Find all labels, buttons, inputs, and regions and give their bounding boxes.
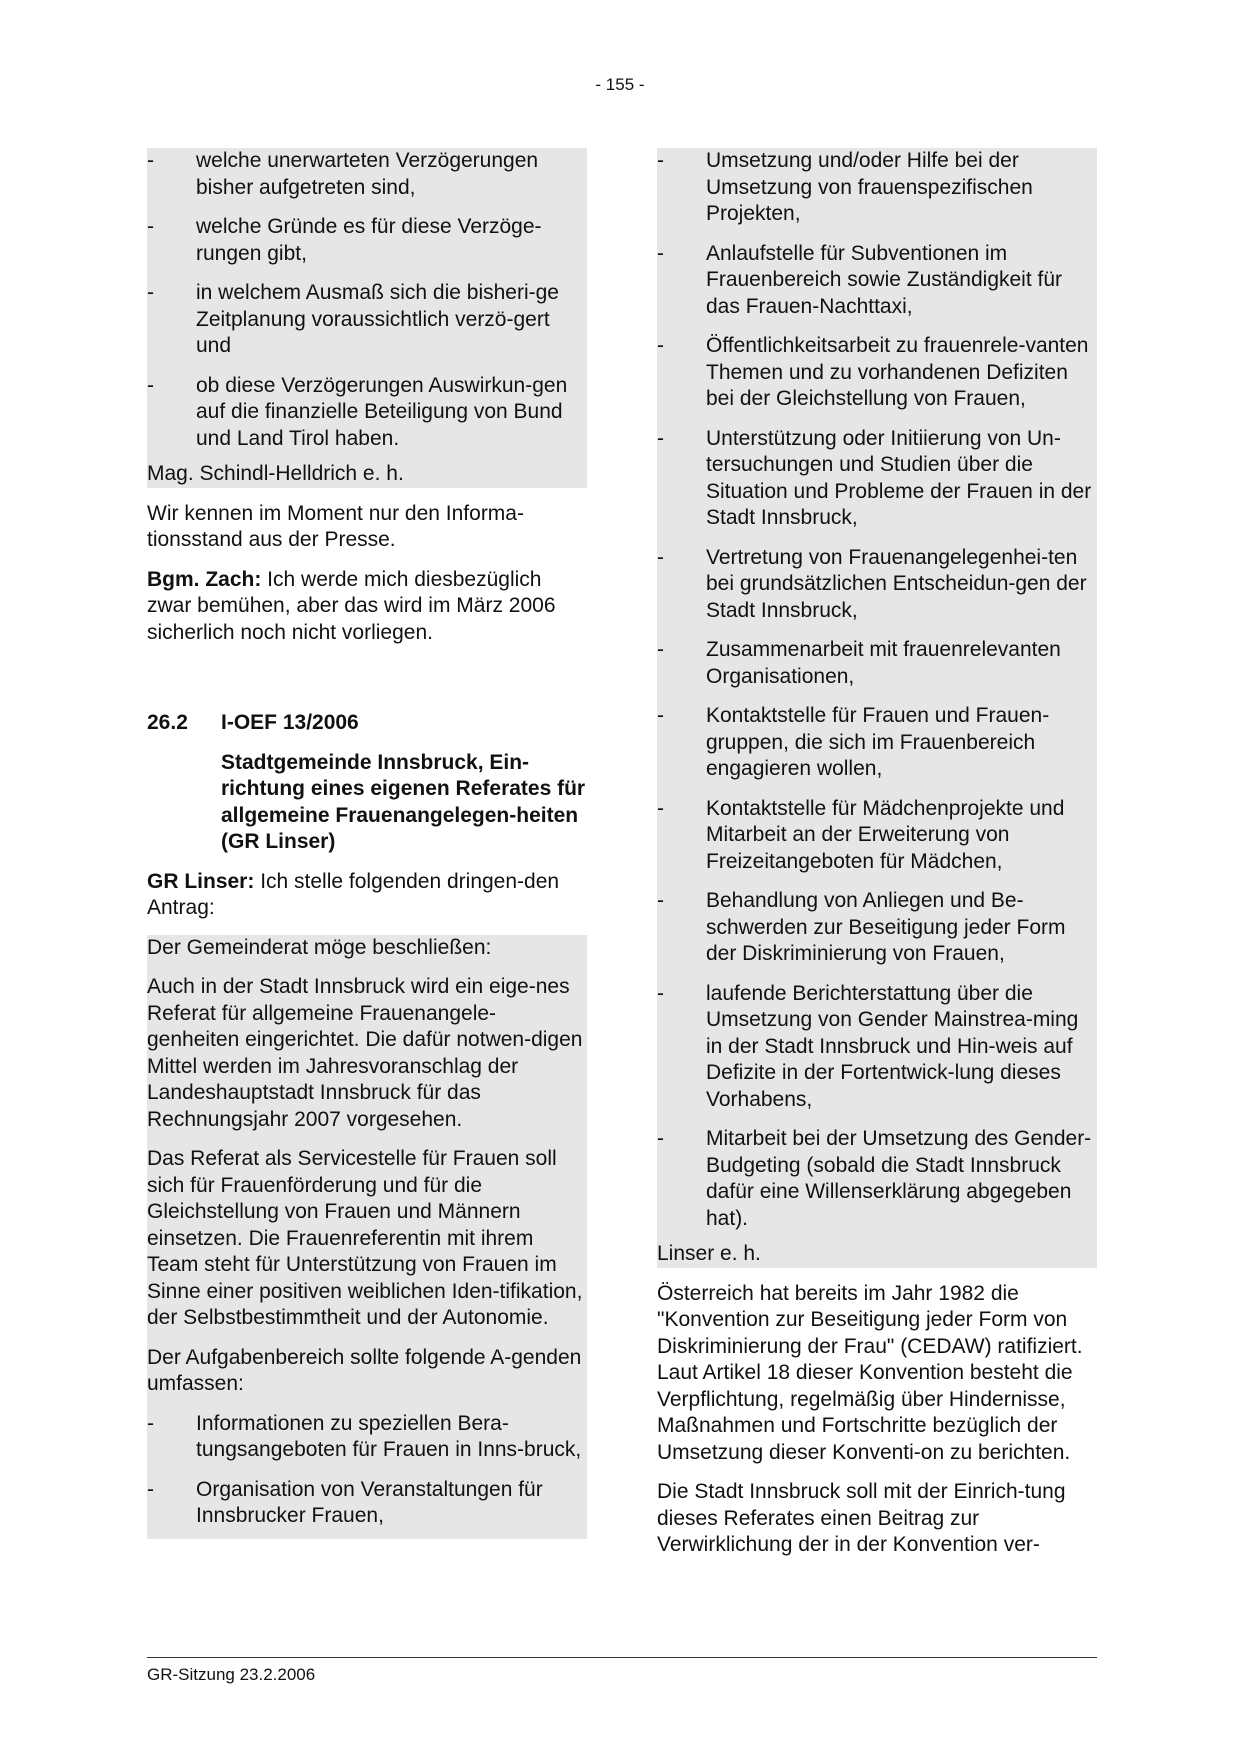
speaker-text: Ich werde mich diesbezüglich zwar bemühen, aber das wird im März 2006 sicherlich noch nicht vorliegen. (147, 567, 556, 644)
list-item: - Unterstützung oder Initiierung von Un-tersuchungen und Studien über die Situation und Probleme der Frauen in der Stadt Innsbruck, (657, 426, 1097, 532)
section-ref: I-OEF 13/2006 (221, 711, 359, 734)
speaker-text: Ich stelle folgenden dringen-den Antrag: (147, 869, 560, 919)
list-item: - Vertretung von Frauenangelegenhei-ten bei grundsätzlichen Entscheidun-gen der Stadt Innsbruck, (657, 545, 1097, 625)
left-column (147, 148, 587, 1539)
list-item: - Mitarbeit bei der Umsetzung des Gender-Budgeting (sobald die Stadt Innsbruck dafür eine Willenserklärung abgegeben hat). (657, 1126, 1097, 1241)
footer-rule (147, 1657, 1097, 1658)
list-item: - ob diese Verzögerungen Auswirkun-gen auf die finanzielle Beteiligung von Bund und Land Tirol haben. (147, 373, 587, 462)
page-number: - 155 - (595, 75, 645, 94)
list-item: - welche unerwarteten Verzögerungen bisher aufgetreten sind, (147, 148, 587, 201)
list-item: - Kontaktstelle für Frauen und Frauen-gruppen, die sich im Frauenbereich engagieren wollen, (657, 703, 1097, 783)
tasks-list (147, 1411, 587, 1539)
list-item: - Behandlung von Anliegen und Be-schwerden zur Beseitigung jeder Form der Diskriminierung von Frauen, (657, 888, 1097, 968)
speaker-name: Bgm. Zach: (147, 567, 262, 591)
list-item: - welche Gründe es für diese Verzöge-rungen gibt, (147, 214, 587, 267)
section-subject: Stadtgemeinde Innsbruck, Ein-richtung eines eigenen Referates für allgemeine Frauenangelegen-heiten (GR Linser) (221, 750, 586, 853)
paragraph: Die Stadt Innsbruck soll mit der Einrich-tung dieses Referates einen Beitrag zur Verwirklichung der in der Konvention ver- (657, 1480, 1066, 1556)
list-item: - Umsetzung und/oder Hilfe bei der Umsetzung von frauenspezifischen Projekten, (657, 148, 1097, 228)
list-item: - laufende Berichterstattung über die Umsetzung von Gender Mainstrea-ming in der Stadt Innsbruck und Hin-weis auf Defizite in der Fortentwick-lung dieses Vorhabens, (657, 981, 1097, 1114)
list-item: - Informationen zu speziellen Bera-tungsangeboten für Frauen in Inns-bruck, (147, 1411, 587, 1464)
speaker-name: GR Linser: (147, 869, 255, 893)
list-item: - Organisation von Veranstaltungen für Innsbrucker Frauen, (147, 1477, 587, 1539)
motion-paragraph: Das Referat als Servicestelle für Frauen soll sich für Frauenförderung und für die Gleichstellung von Frauen und Männern einsetzen. Die Frauenreferentin mit ihrem Team steht für Unterstützung von Frauen im Sinne einer positiven weiblichen Iden-tifikation, der Selbstbestimmtheit und der Autonomie. (147, 1147, 583, 1329)
signature-schindl-helldrich: Mag. Schindl-Helldrich e. h. (147, 462, 404, 485)
right-column (657, 148, 1097, 1572)
list-item: - Öffentlichkeitsarbeit zu frauenrele-vanten Themen und zu vorhandenen Defiziten bei der Gleichstellung von Frauen, (657, 333, 1097, 413)
section-number: 26.2 (147, 711, 188, 734)
speaker-paragraph (147, 869, 587, 922)
motion-intro: Der Gemeinderat möge beschließen: (147, 935, 492, 959)
list-item: - in welchem Ausmaß sich die bisheri-ge Zeitplanung voraussichtlich verzö-gert und (147, 280, 587, 360)
signature-linser: Linser e. h. (657, 1242, 761, 1265)
list-item: - Anlaufstelle für Subventionen im Frauenbereich sowie Zuständigkeit für das Frauen-Nachttaxi, (657, 241, 1097, 321)
tasks-list (657, 148, 1097, 1241)
paragraph: Wir kennen im Moment nur den Informa-tionsstand aus der Presse. (147, 501, 524, 551)
tasks-block (657, 148, 1097, 1268)
motion-block (147, 935, 587, 1539)
paragraph: Österreich hat bereits im Jahr 1982 die "Konvention zur Beseitigung jeder Form von Diskriminierung der Frau" (CEDAW) ratifiziert. Laut Artikel 18 dieser Konvention besteht die Verpflichtung, regelmäßig über Hindernisse, Maßnahmen und Fortschritte bezüglich der Umsetzung dieser Konventi-on zu berichten. (657, 1281, 1083, 1464)
motion-paragraph: Der Aufgabenbereich sollte folgende A-genden umfassen: (147, 1345, 582, 1395)
speaker-paragraph (147, 567, 587, 647)
questions-block (147, 148, 587, 488)
list-item: - Kontaktstelle für Mädchenprojekte und Mitarbeit an der Erweiterung von Freizeitangeboten für Mädchen, (657, 796, 1097, 876)
questions-list (147, 148, 587, 461)
list-item: - Zusammenarbeit mit frauenrelevanten Organisationen, (657, 637, 1097, 690)
footer-text: GR-Sitzung 23.2.2006 (147, 1665, 316, 1684)
motion-paragraph: Auch in der Stadt Innsbruck wird ein eige-nes Referat für allgemeine Frauenangele-genheiten eingerichtet. Die dafür notwen-digen Mittel werden im Jahresvoranschlag der Landeshauptstadt Innsbruck für das Rechnungsjahr 2007 vorgesehen. (147, 975, 583, 1131)
section-heading (147, 710, 587, 737)
